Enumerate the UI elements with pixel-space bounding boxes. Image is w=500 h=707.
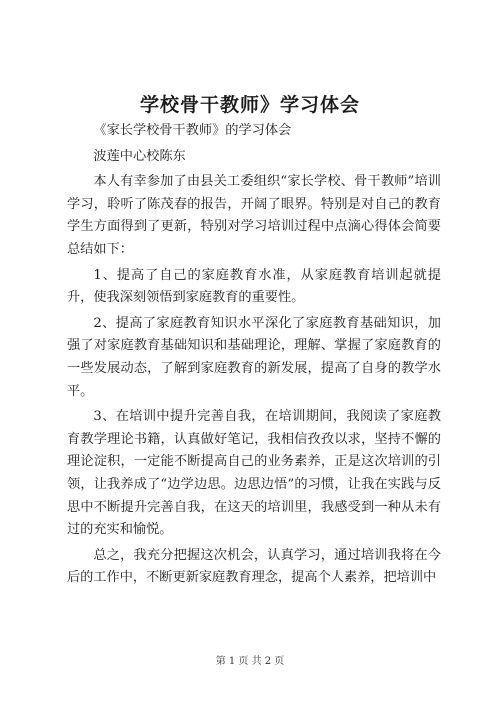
paragraph-intro: 本人有幸参加了由县关工委组织“家长学校、骨干教师”培训学习，聆听了陈茂春的报告，开阔了眼界。特别是对自己的教育学生方面得到了更新，特别对学习培训过程中点滴心得体会简要总结如下： [67,174,441,257]
paragraph-point-1: 1、提高了自己的家庭教育水准，从家庭教育培训起就提升，使我深刻领悟到家庭教育的重要性。 [67,267,441,306]
page-number-footer: 第 1 页 共 2 页 [215,656,285,667]
paragraph-author: 波莲中心校陈东 [93,148,186,164]
paragraph-point-2: 2、提高了家庭教育知识水平深化了家庭教育基础知识，加强了对家庭教育基础知识和基础理论，理解、掌握了家庭教育的一些发展动态，了解到家庭教育的新发展，提高了自身的教学水平。 [67,315,441,399]
document-body [67,120,441,593]
paragraph-point-3: 3、在培训中提升完善自我，在培训期间，我阅读了家庭教育教学理论书籍，认真做好笔记，我相信孜孜以求，坚持不懈的理论淀积，一定能不断提高自己的业务素养，正是这次培训的引领，让我养成了“边学边思。边思边悟”的习惯，让我在实践与反思中不断提升完善自我，在这天的培训里，我感受到一种从未有过的充实和愉悦。 [67,409,441,538]
document-title: 学校骨干教师》学习体会 [139,94,360,116]
paragraph-subtitle: 《家长学校骨干教师》的学习体会 [93,123,292,138]
paragraph-conclusion: 总之，我充分把握这次机会，认真学习，通过培训我将在今后的工作中，不断更新家庭教育理念，提高个人素养，把培训中 [67,547,441,586]
